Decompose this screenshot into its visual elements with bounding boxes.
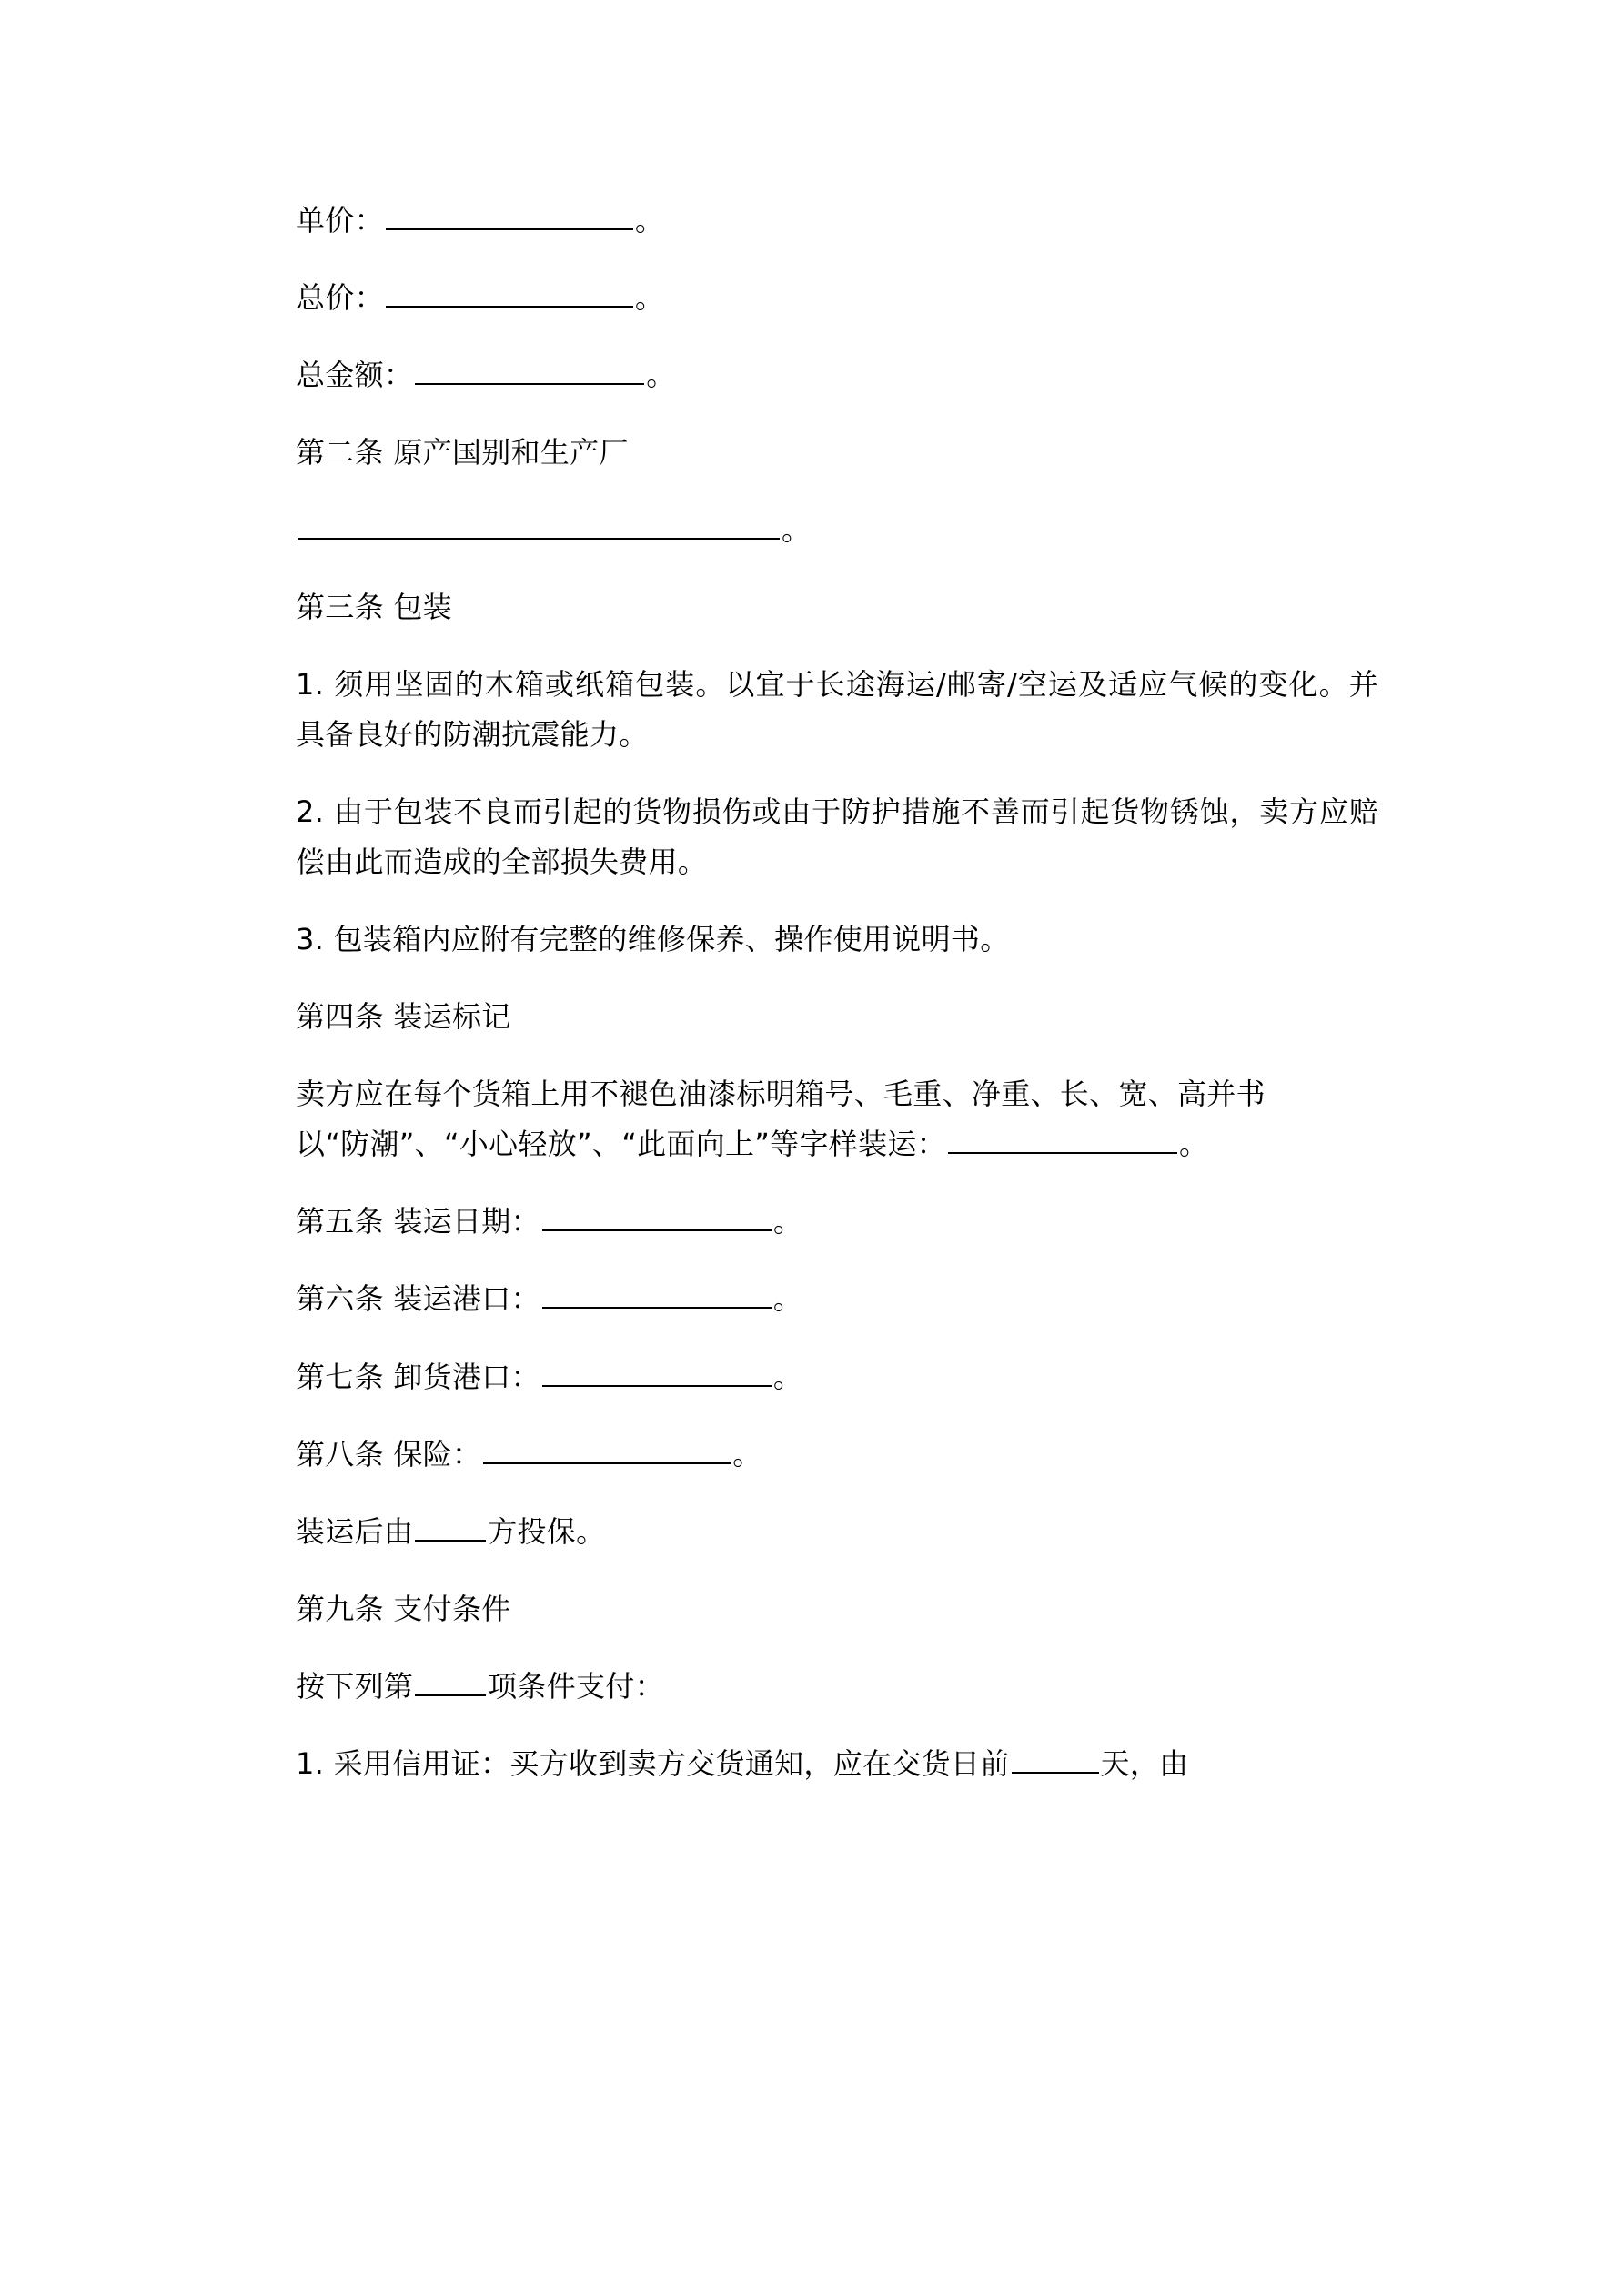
clause-5-suffix: 。: [772, 1204, 803, 1239]
clause-8-suffix: 。: [732, 1436, 762, 1472]
clause-3-item-2: 2. 由于包装不良而引起的货物损伤或由于防护措施不善而引起货物锈蚀，卖方应赔偿由此而造成的全部损失费用。: [296, 794, 1378, 880]
clause-6-line: [296, 1274, 1378, 1324]
clause-7-blank: [542, 1354, 772, 1387]
clause-2-blank-line: [296, 505, 1378, 555]
clause-6-label: 第六条 装运港口：: [296, 1281, 540, 1317]
line-total-price: [296, 273, 1378, 323]
clause-4-body-line-1: 卖方应在每个货箱上用不褪色油漆标明箱号、毛重、净重、长、宽、高并书: [296, 1077, 1266, 1112]
clause-6-suffix: 。: [772, 1281, 803, 1317]
clause-9-title: 第九条 支付条件: [296, 1591, 511, 1626]
total-amount-suffix: 。: [646, 358, 676, 393]
clause-8-label: 第八条 保险：: [296, 1436, 482, 1472]
clause-2-title: 第二条 原产国别和生产厂: [296, 435, 629, 470]
unit-price-label: 单价：: [296, 203, 384, 238]
clause-7-line: [296, 1352, 1378, 1402]
clause-3-item-3: 3. 包装箱内应附有完整的维修保养、操作使用说明书。: [296, 922, 1010, 957]
clause-9-intro: [296, 1662, 1378, 1712]
clause-6-blank: [542, 1277, 772, 1310]
clause-9-item-1-a: 1. 采用信用证：买方收到卖方交货通知，应在交货日前: [296, 1745, 1010, 1781]
clause-4-body-line-2: 以“防潮”、“小心轻放”、“此面向上”等字样装运：: [296, 1127, 946, 1162]
clause-9-item-1: [296, 1739, 1378, 1789]
unit-price-blank: [386, 197, 633, 230]
clause-8-note-a: 装运后由: [296, 1513, 414, 1549]
clause-8-blank: [483, 1431, 731, 1464]
clause-4-title: 第四条 装运标记: [296, 999, 511, 1035]
clause-3-title: 第三条 包装: [296, 590, 452, 625]
clause-3-item-1: 1. 须用坚固的木箱或纸箱包装。以宜于长途海运/邮寄/空运及适应气候的变化。并具备良好的防潮抗震能力。: [296, 667, 1378, 753]
clause-8-insurer-blank: [415, 1509, 486, 1542]
line-unit-price: [296, 196, 1378, 246]
clause-7-suffix: 。: [772, 1359, 803, 1394]
clause-8-note-b: 方投保。: [488, 1513, 606, 1549]
clause-9-option-blank: [415, 1664, 486, 1696]
clause-5-label: 第五条 装运日期：: [296, 1204, 540, 1239]
clause-2-blank: [298, 508, 780, 541]
unit-price-suffix: 。: [634, 203, 665, 238]
clause-9-item-1-b: 天，由: [1100, 1745, 1189, 1781]
clause-5-line: [296, 1197, 1378, 1247]
clause-7-label: 第七条 卸货港口：: [296, 1359, 540, 1394]
total-price-label: 总价：: [296, 280, 384, 316]
total-amount-blank: [415, 352, 644, 385]
line-total-amount: [296, 350, 1378, 400]
clause-2-blank-suffix: 。: [782, 512, 812, 548]
total-amount-label: 总金额：: [296, 358, 414, 393]
clause-9-intro-a: 按下列第: [296, 1668, 414, 1704]
document-content: [296, 196, 1378, 1816]
clause-9-intro-b: 项条件支付：: [488, 1668, 665, 1704]
total-price-blank: [386, 275, 633, 308]
clause-9-days-blank: [1012, 1741, 1099, 1774]
clause-4-body: [296, 1069, 1378, 1169]
clause-4-body-suffix: 。: [1178, 1127, 1209, 1162]
clause-4-shipping-mark-blank: [948, 1122, 1177, 1155]
clause-8-line: [296, 1430, 1378, 1480]
total-price-suffix: 。: [634, 280, 665, 316]
clause-8-note: [296, 1507, 1378, 1557]
clause-5-blank: [542, 1199, 772, 1232]
